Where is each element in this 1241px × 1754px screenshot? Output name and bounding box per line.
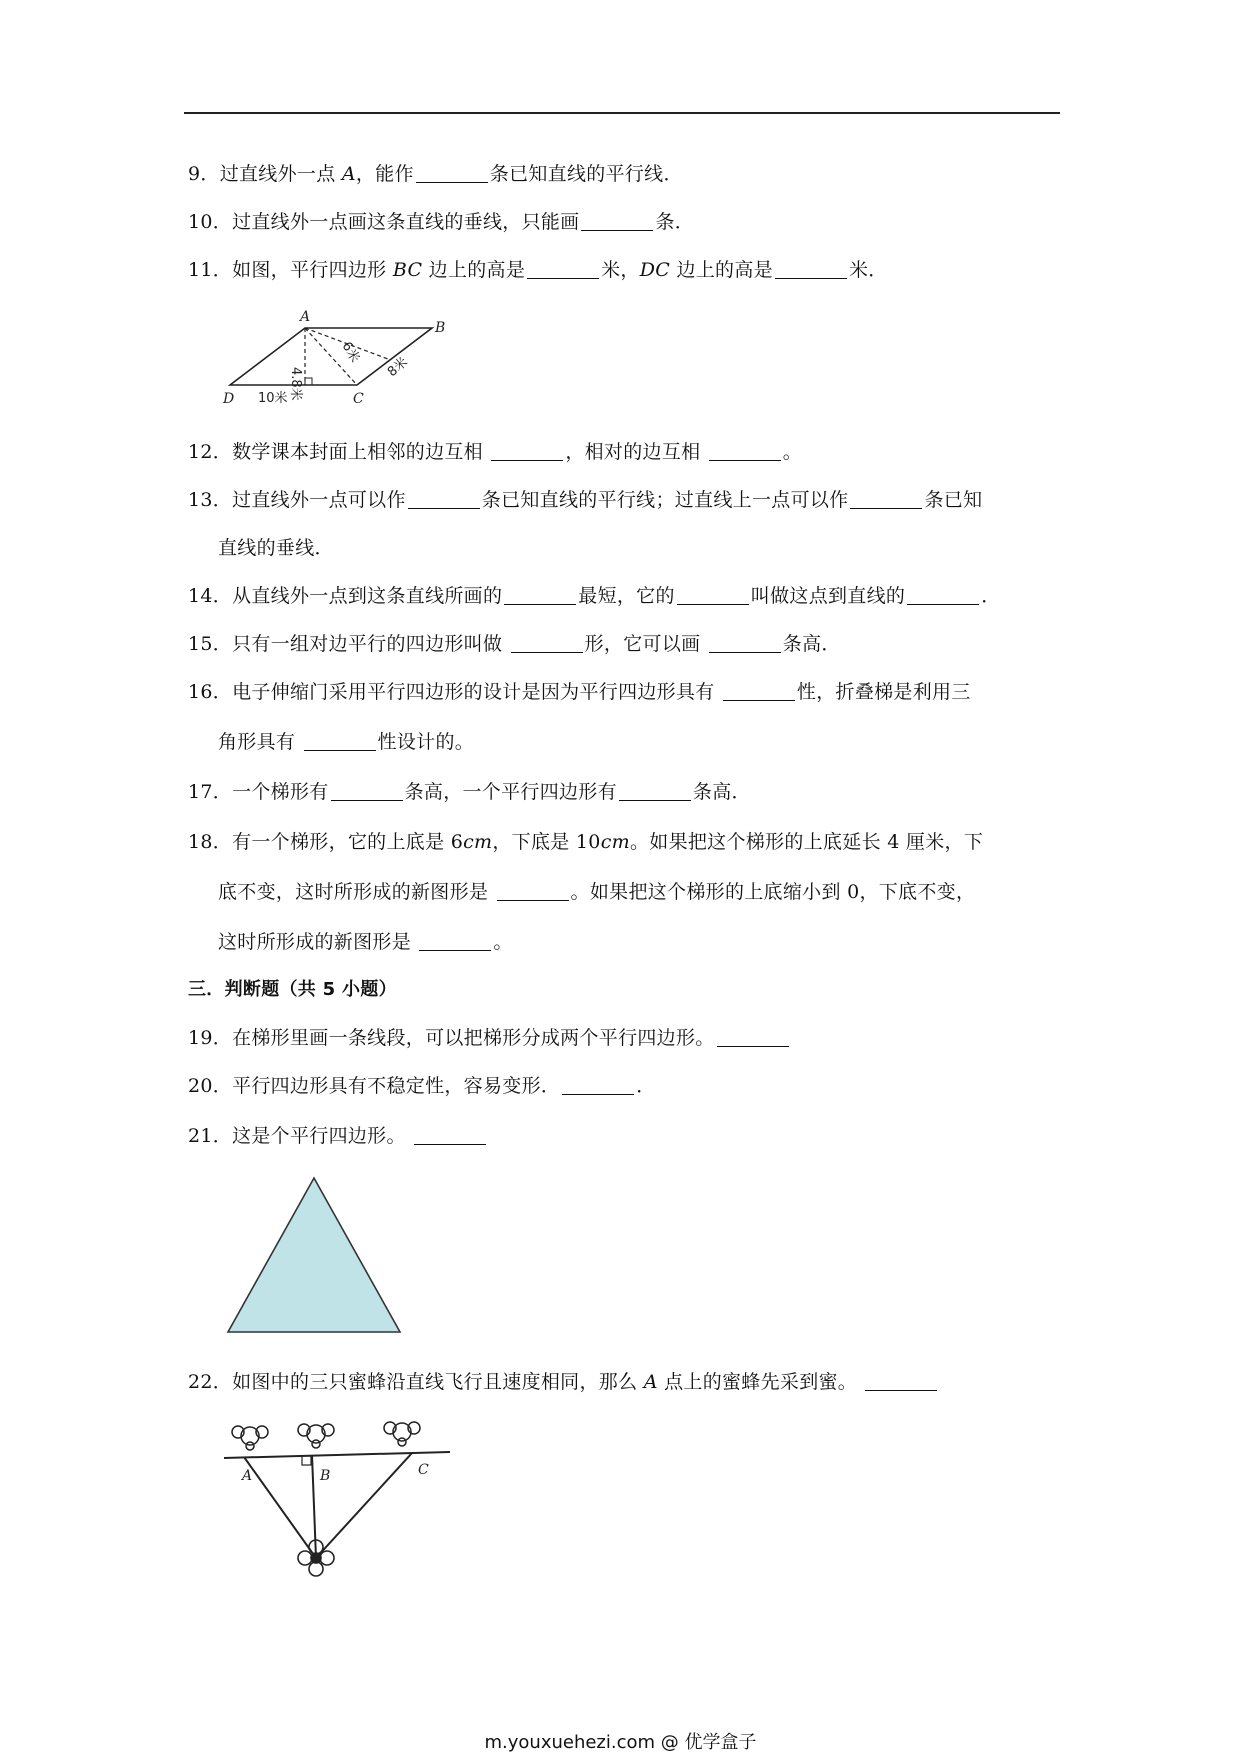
question-text: 如图，平行四边形 <box>232 259 393 281</box>
answer-blank[interactable] <box>511 634 583 653</box>
question-text: 在梯形里画一条线段，可以把梯形分成两个平行四边形。 <box>232 1027 715 1049</box>
triangle-shape <box>228 1178 400 1332</box>
answer-blank[interactable] <box>419 932 491 951</box>
bee-a-icon <box>232 1426 268 1450</box>
segment-label: DC <box>639 259 671 281</box>
question-text: 点上的蜜蜂先采到蜜。 <box>657 1371 864 1393</box>
answer-blank[interactable] <box>907 586 979 605</box>
answer-blank[interactable] <box>709 442 781 461</box>
question-text: 如图中的三只蜜蜂沿直线飞行且速度相同，那么 <box>232 1371 644 1393</box>
question-text: ． <box>981 585 1001 607</box>
answer-blank[interactable] <box>865 1372 937 1391</box>
question-text: 有一个梯形，它的上底是 6 <box>232 831 464 853</box>
question-16-continued <box>218 730 474 754</box>
answer-blank[interactable] <box>527 260 599 279</box>
question-text: 最短，它的 <box>578 585 675 607</box>
height-6-label: 6米 <box>338 339 363 366</box>
question-9 <box>188 162 683 186</box>
answer-blank[interactable] <box>723 682 795 701</box>
question-text: 条高，一个平行四边形有 <box>404 781 617 803</box>
question-text: 这时所形成的新图形是 <box>218 931 418 953</box>
question-text: 条高． <box>782 633 841 655</box>
answer-blank[interactable] <box>416 164 488 183</box>
bee-c-icon <box>384 1422 420 1446</box>
question-text: 条． <box>655 211 695 233</box>
question-16 <box>188 680 971 704</box>
question-text: 电子伸缩门采用平行四边形的设计是因为平行四边形具有 <box>232 681 721 703</box>
answer-blank[interactable] <box>331 782 403 801</box>
question-text: 过直线外一点画这条直线的垂线，只能画 <box>232 211 580 233</box>
answer-blank[interactable] <box>581 212 653 231</box>
answer-blank[interactable] <box>709 634 781 653</box>
answer-blank[interactable] <box>619 782 691 801</box>
question-number: 22． <box>188 1371 233 1393</box>
right-angle-mark <box>305 378 312 385</box>
question-text: 过直线外一点可以作 <box>232 489 406 511</box>
question-12 <box>188 440 802 464</box>
bee-flower-figure <box>212 1408 462 1588</box>
base-10-label: 10米 <box>258 391 288 406</box>
question-21 <box>188 1124 488 1148</box>
question-number: 13． <box>188 489 233 511</box>
side-8-label: 8米 <box>384 354 411 381</box>
question-19 <box>188 1026 791 1050</box>
question-text: 条高． <box>692 781 751 803</box>
answer-blank[interactable] <box>775 260 847 279</box>
question-text: 从直线外一点到这条直线所画的 <box>232 585 503 607</box>
question-number: 16． <box>188 681 233 703</box>
unit-label: cm <box>600 831 630 853</box>
question-text: ． <box>636 1075 656 1097</box>
question-text: 条已知直线的平行线． <box>489 163 683 185</box>
question-number: 20． <box>188 1075 233 1097</box>
point-label: A <box>643 1371 658 1393</box>
answer-blank[interactable] <box>717 1028 789 1047</box>
question-text: 米， <box>601 259 640 281</box>
question-text: 只有一组对边平行的四边形叫做 <box>232 633 509 655</box>
question-text: 。 <box>493 931 513 953</box>
answer-blank[interactable] <box>491 442 563 461</box>
question-text: 。如果把这个梯形的上底延长 4 厘米，下 <box>629 831 984 853</box>
question-number: 15． <box>188 633 233 655</box>
question-text: 数学课本封面上相邻的边互相 <box>232 441 490 463</box>
question-text: 这是个平行四边形。 <box>232 1125 413 1147</box>
question-15 <box>188 632 841 656</box>
question-text: ，下底是 10 <box>492 831 601 853</box>
answer-blank[interactable] <box>504 586 576 605</box>
question-number: 19． <box>188 1027 233 1049</box>
question-18-line-3 <box>218 930 513 954</box>
question-13 <box>188 488 982 512</box>
vertex-b-label: B <box>435 320 446 336</box>
answer-blank[interactable] <box>304 732 376 751</box>
height-48-label: 4.8米 <box>288 367 303 401</box>
question-text: 边上的高是 <box>422 259 526 281</box>
answer-blank[interactable] <box>850 490 922 509</box>
flight-line <box>224 1452 450 1458</box>
question-number: 21． <box>188 1125 233 1147</box>
question-14 <box>188 584 1001 608</box>
answer-blank[interactable] <box>677 586 749 605</box>
question-10 <box>188 210 694 234</box>
question-text: ，能作 <box>355 163 414 185</box>
question-20 <box>188 1074 656 1098</box>
question-text: 性，折叠梯是利用三 <box>796 681 971 703</box>
unit-label: cm <box>463 831 493 853</box>
question-text: 叫做这点到直线的 <box>750 585 906 607</box>
question-text: 平行四边形具有不稳定性，容易变形． <box>232 1075 561 1097</box>
point-b-label: B <box>320 1468 331 1484</box>
header-rule <box>184 112 1060 114</box>
question-text: 形，它可以画 <box>584 633 707 655</box>
question-number: 14． <box>188 585 233 607</box>
path-c <box>316 1453 412 1558</box>
vertex-c-label: C <box>353 391 364 407</box>
path-a <box>244 1457 316 1558</box>
question-number: 17． <box>188 781 233 803</box>
question-text: 过直线外一点 <box>219 163 342 185</box>
triangle-figure <box>222 1170 406 1340</box>
answer-blank[interactable] <box>408 490 480 509</box>
point-label: A <box>341 163 356 185</box>
question-17 <box>188 780 751 804</box>
question-text: ，相对的边互相 <box>565 441 707 463</box>
answer-blank[interactable] <box>562 1076 634 1095</box>
question-22 <box>188 1370 939 1394</box>
parallelogram-figure <box>220 305 460 410</box>
point-c-label: C <box>418 1462 429 1478</box>
question-text: 米． <box>848 259 888 281</box>
vertex-a-label: A <box>300 309 311 325</box>
question-number: 12． <box>188 441 233 463</box>
question-18-line-2 <box>218 880 975 904</box>
section-heading: 三．判断题（共 5 小题） <box>188 979 397 1000</box>
answer-blank[interactable] <box>414 1126 486 1145</box>
vertex-d-label: D <box>223 391 235 407</box>
question-text: 角形具有 <box>218 731 302 753</box>
question-number: 18． <box>188 831 233 853</box>
bee-b-icon <box>298 1424 334 1448</box>
question-text: 边上的高是 <box>670 259 773 281</box>
right-angle-mark <box>302 1456 311 1465</box>
question-number: 10． <box>188 211 233 233</box>
question-number: 9． <box>188 163 220 185</box>
question-text: 条已知直线的平行线；过直线上一点可以作 <box>481 489 849 511</box>
question-text: 直线的垂线． <box>218 537 334 559</box>
footer-watermark: m.youxuehezi.com @ 优学盒子 <box>484 1732 757 1753</box>
path-b <box>312 1455 316 1558</box>
question-text: 条已知 <box>924 489 983 511</box>
question-text: 一个梯形有 <box>232 781 329 803</box>
question-18 <box>188 830 983 854</box>
answer-blank[interactable] <box>497 882 569 901</box>
question-11 <box>188 258 888 282</box>
question-text: 底不变，这时所形成的新图形是 <box>218 881 495 903</box>
question-text: 性设计的。 <box>377 731 475 753</box>
question-13-continued <box>218 536 334 560</box>
question-text: 。如果把这个梯形的上底缩小到 0，下底不变， <box>570 881 976 903</box>
question-text: 。 <box>782 441 803 463</box>
question-number: 11． <box>188 259 233 281</box>
point-a-label: A <box>242 1468 253 1484</box>
segment-label: BC <box>392 259 423 281</box>
